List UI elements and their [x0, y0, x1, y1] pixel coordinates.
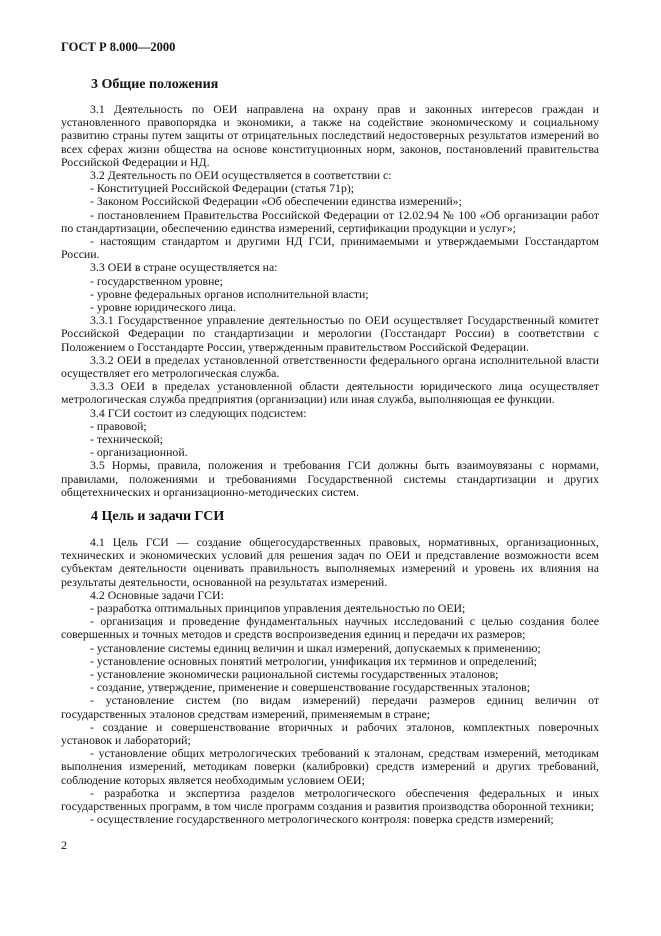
list-item: - создание, утверждение, применение и совершенствование государственных эталонов;	[90, 680, 530, 695]
paragraph: 3.3.2 ОЕИ в пределах установленной ответственности федерального органа исполнительной власти осуществляет его метрологическая служба.	[61, 352, 599, 381]
list-item: - установление экономически рациональной системы государственных эталонов;	[90, 667, 499, 682]
section-4-heading: 4 Цель и задачи ГСИ	[91, 509, 225, 524]
list-item: - уровне федеральных органов исполнительной власти;	[90, 286, 369, 301]
list-item: - Законом Российской Федерации «Об обеспечении единства измерений»;	[90, 194, 462, 209]
list-item: - разработка и экспертиза разделов метрологического обеспечения федеральных и иных государственных программ, в том числе программ создания и развития производства оборонной техники;	[61, 785, 599, 814]
list-item: - создание и совершенствование вторичных и рабочих эталонов, комплектных поверочных установок и лабораторий;	[61, 719, 599, 748]
section-4-body	[61, 536, 599, 826]
list-item: - технической;	[90, 432, 163, 447]
list-item: - правовой;	[90, 418, 147, 433]
paragraph: 3.1 Деятельность по ОЕИ направлена на охрану прав и законных интересов граждан и установленного правопорядка и экономики, а также на содействие экономическому и социальному развитию страны путем защиты от отрицательных последствий недостоверных результатов измерений во всех сферах жизни общества на основе конституционных норм, законов, постановлений правительства Российской Федерации и НД.	[61, 102, 599, 169]
list-item: - настоящим стандартом и другими НД ГСИ, принимаемыми и утверждаемыми Госстандартом России.	[61, 234, 599, 262]
paragraph: 3.4 ГСИ состоит из следующих подсистем:	[90, 405, 307, 420]
list-item: - установление основных понятий метрологии, унификация их терминов и определений;	[90, 653, 537, 668]
list-item: - установление системы единиц величин и шкал измерений, допускаемых к применению;	[90, 640, 541, 655]
paragraph: 4.1 Цель ГСИ — создание общегосударственных правовых, нормативных, организационных, технических и экономических условий для решения задач по ОЕИ и представление возможности всем субъектам деятельности оценивать правильность выполняемых измерений и уровень их влияния на результаты деятельности, основанной на результатах измерений.	[61, 535, 599, 589]
list-item: - разработка оптимальных принципов управления деятельностью по ОЕИ;	[90, 601, 466, 616]
list-item: - уровне юридического лица.	[90, 300, 236, 315]
list-item: - осуществление государственного метрологического контроля: поверка средств измерений;	[90, 812, 554, 827]
list-item: - установление общих метрологических требований к эталонам, средствам измерений, методикам выполнения измерений, методикам поверки (калибровки) средств измерений и других требований, соблюдение которых является необходимым условием ОЕИ;	[61, 746, 599, 787]
paragraph: 3.5 Нормы, правила, положения и требования ГСИ должны быть взаимоувязаны с нормами, правилами, положениями и требованиями Государственной системы стандартизации и других общетехнических и организационно-методических систем.	[61, 458, 599, 499]
paragraph: 3.3.3 ОЕИ в пределах установленной области деятельности юридического лица осуществляет метрологическая служба предприятия (организации) или иная служба, выполняющая ее функции.	[61, 379, 599, 407]
document-header: ГОСТ Р 8.000—2000	[61, 40, 176, 54]
paragraph: 4.2 Основные задачи ГСИ:	[90, 587, 224, 602]
list-item: - Конституцией Российской Федерации (статья 71р);	[90, 181, 355, 196]
list-item: - постановлением Правительства Российской Федерации от 12.02.94 № 100 «Об организации работ по стандартизации, обеспечению единства измерений, сертификации продукции и услуг»;	[61, 207, 599, 235]
paragraph: 3.2 Деятельность по ОЕИ осуществляется в соответствии с:	[90, 168, 392, 183]
paragraph: 3.3.1 Государственное управление деятельностью по ОЕИ осуществляет Государственный комитет Российской Федерации по стандартизации и мерологии (Госстандарт России) в соответствии с Положением о Госстандарте России, утвержденным правительством Российской Федерации.	[61, 313, 599, 354]
section-3-heading: 3 Общие положения	[91, 77, 219, 92]
paragraph: 3.3 ОЕИ в стране осуществляется на:	[90, 260, 278, 275]
page-number: 2	[61, 838, 67, 852]
list-item: - организация и проведение фундаментальных научных исследований с целью создания более совершенных и точных методов и средств воспроизведения единиц и передачи их размеров;	[61, 614, 599, 642]
list-item: - установление систем (по видам измерений) передачи размеров единиц величин от государственных эталонов средствам измерений, применяемым в стране;	[61, 693, 599, 721]
list-item: - организационной.	[90, 445, 188, 460]
list-item: - государственном уровне;	[90, 273, 223, 288]
section-3-body	[61, 103, 599, 499]
